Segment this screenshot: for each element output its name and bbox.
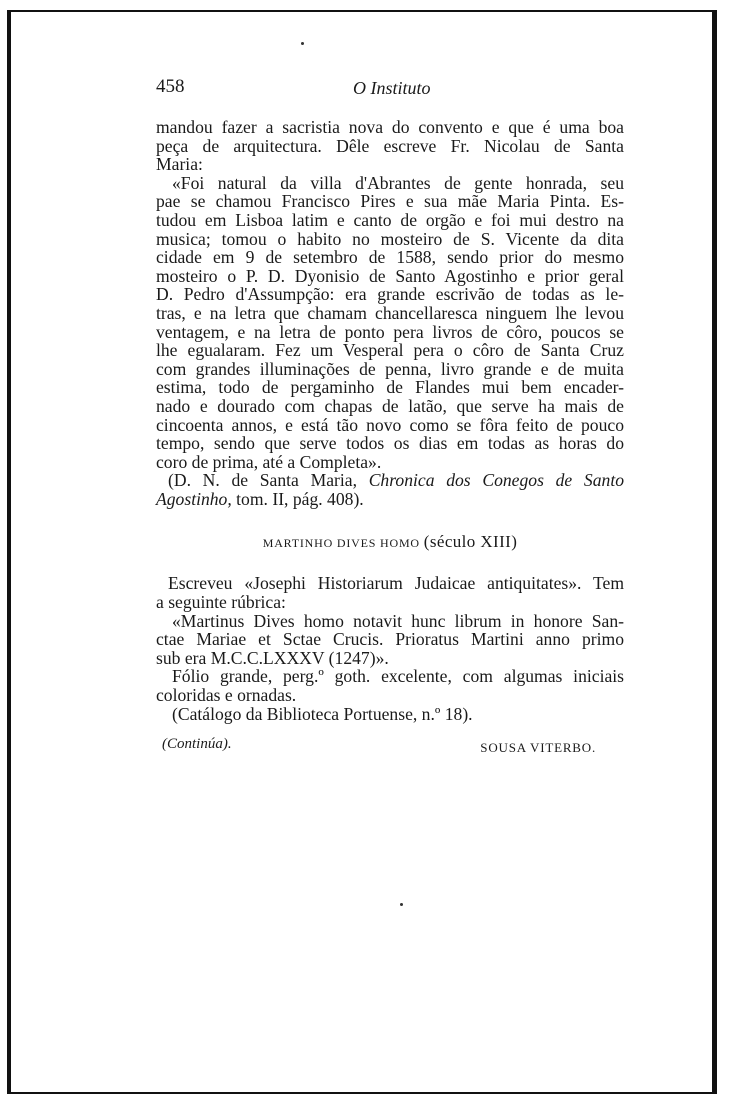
text-line: mosteiro o P. D. Dyonisio de Santo Agostinho e prior geral bbox=[156, 265, 624, 286]
page-number: 458 bbox=[156, 76, 185, 97]
entry-fernando-intro bbox=[156, 118, 624, 174]
text-line: cincoenta annos, e está tão novo como se fôra feito de pouco bbox=[156, 414, 624, 435]
text-line: sub era M.C.C.LXXXV (1247)». bbox=[156, 647, 389, 668]
citation-prefix: (D. N. de Santa Maria, bbox=[168, 470, 357, 491]
text-line: mandou fazer a sacristia nova do convento e que é uma boa bbox=[156, 117, 624, 137]
section-heading bbox=[156, 532, 624, 552]
rubric-quotation bbox=[156, 612, 624, 668]
entry-martinho-intro bbox=[156, 574, 624, 611]
text-line: D. Pedro d'Assumpção: era grande escrivão de todas as le- bbox=[156, 284, 624, 305]
text-line: com grandes illuminações de penna, livro grande e de muita bbox=[156, 358, 624, 379]
text-line: cidade em 9 de setembro de 1588, sendo prior do mesmo bbox=[156, 247, 624, 268]
text-line: coloridas e ornadas. bbox=[156, 685, 297, 706]
ink-speck bbox=[301, 42, 304, 45]
text-line: coro de prima, até a Completa». bbox=[156, 451, 382, 472]
text-line: Maria: bbox=[156, 154, 203, 175]
text-line: ctae Mariae et Sctae Crucis. Prioratus Martini anno primo bbox=[156, 629, 624, 650]
text-line: musica; tomou o habito no mosteiro de S. Vicente da dita bbox=[156, 228, 624, 249]
author-signature: SOUSA VITERBO. bbox=[480, 740, 596, 755]
text-line: ventagem, e na letra de ponto pera livros de côro, poucos se bbox=[156, 321, 624, 342]
text-line: pae se chamou Francisco Pires e sua mãe Maria Pinta. Es- bbox=[156, 191, 624, 212]
text-line: lhe egualaram. Fez um Vesperal pera o côro de Santa Cruz bbox=[156, 340, 624, 361]
text-line: tras, e na letra que chamam chancellaresca ninguem lhe levou bbox=[156, 302, 624, 323]
ink-speck bbox=[400, 903, 403, 906]
citation-title-cont: Agostinho, bbox=[156, 488, 232, 509]
text-line: Fólio grande, perg.º goth. excelente, com algumas iniciais bbox=[172, 666, 624, 687]
citation-suffix: tom. II, pág. 408). bbox=[236, 488, 364, 509]
page-footer bbox=[162, 736, 596, 760]
continued-note: (Continúa). bbox=[162, 736, 232, 752]
text-line: Escreveu «Josephi Historiarum Judaicae antiquitates». Tem bbox=[168, 573, 624, 594]
citation-chronica bbox=[156, 471, 624, 508]
text-line: tudou em Lisboa latim e canto de orgão e foi mui destro na bbox=[156, 209, 624, 230]
text-line bbox=[156, 490, 624, 509]
section-heading-name: MARTINHO DIVES HOMO bbox=[262, 536, 420, 551]
section-heading-century: (século XIII) bbox=[423, 532, 518, 552]
text-line: peça de arquitectura. Dêle escreve Fr. Nicolau de Santa bbox=[156, 135, 624, 156]
page-body bbox=[156, 118, 624, 723]
text-line: estima, todo de pergaminho de Flandes mui bem encader- bbox=[156, 377, 624, 398]
text-line: tempo, sendo que serve todos os dias em todas as horas do bbox=[156, 433, 624, 454]
citation-catalogo bbox=[156, 705, 624, 724]
text-line: nado e dourado com chapas de latão, que serve ha mais de bbox=[156, 395, 624, 416]
text-line: (Catálogo da Biblioteca Portuense, n.º 18). bbox=[172, 703, 473, 724]
text-line: «Martinus Dives homo notavit hunc librum in honore San- bbox=[172, 610, 624, 631]
quotation-block bbox=[156, 174, 624, 472]
text-line: a seguinte rúbrica: bbox=[156, 592, 286, 613]
running-head: O Instituto bbox=[353, 78, 431, 98]
manuscript-description bbox=[156, 667, 624, 704]
text-line bbox=[156, 471, 624, 490]
citation-title: Chronica dos Conegos de Santo bbox=[368, 470, 625, 491]
page-header bbox=[156, 76, 626, 100]
text-line: «Foi natural da villa d'Abrantes de gente honrada, seu bbox=[172, 172, 624, 193]
